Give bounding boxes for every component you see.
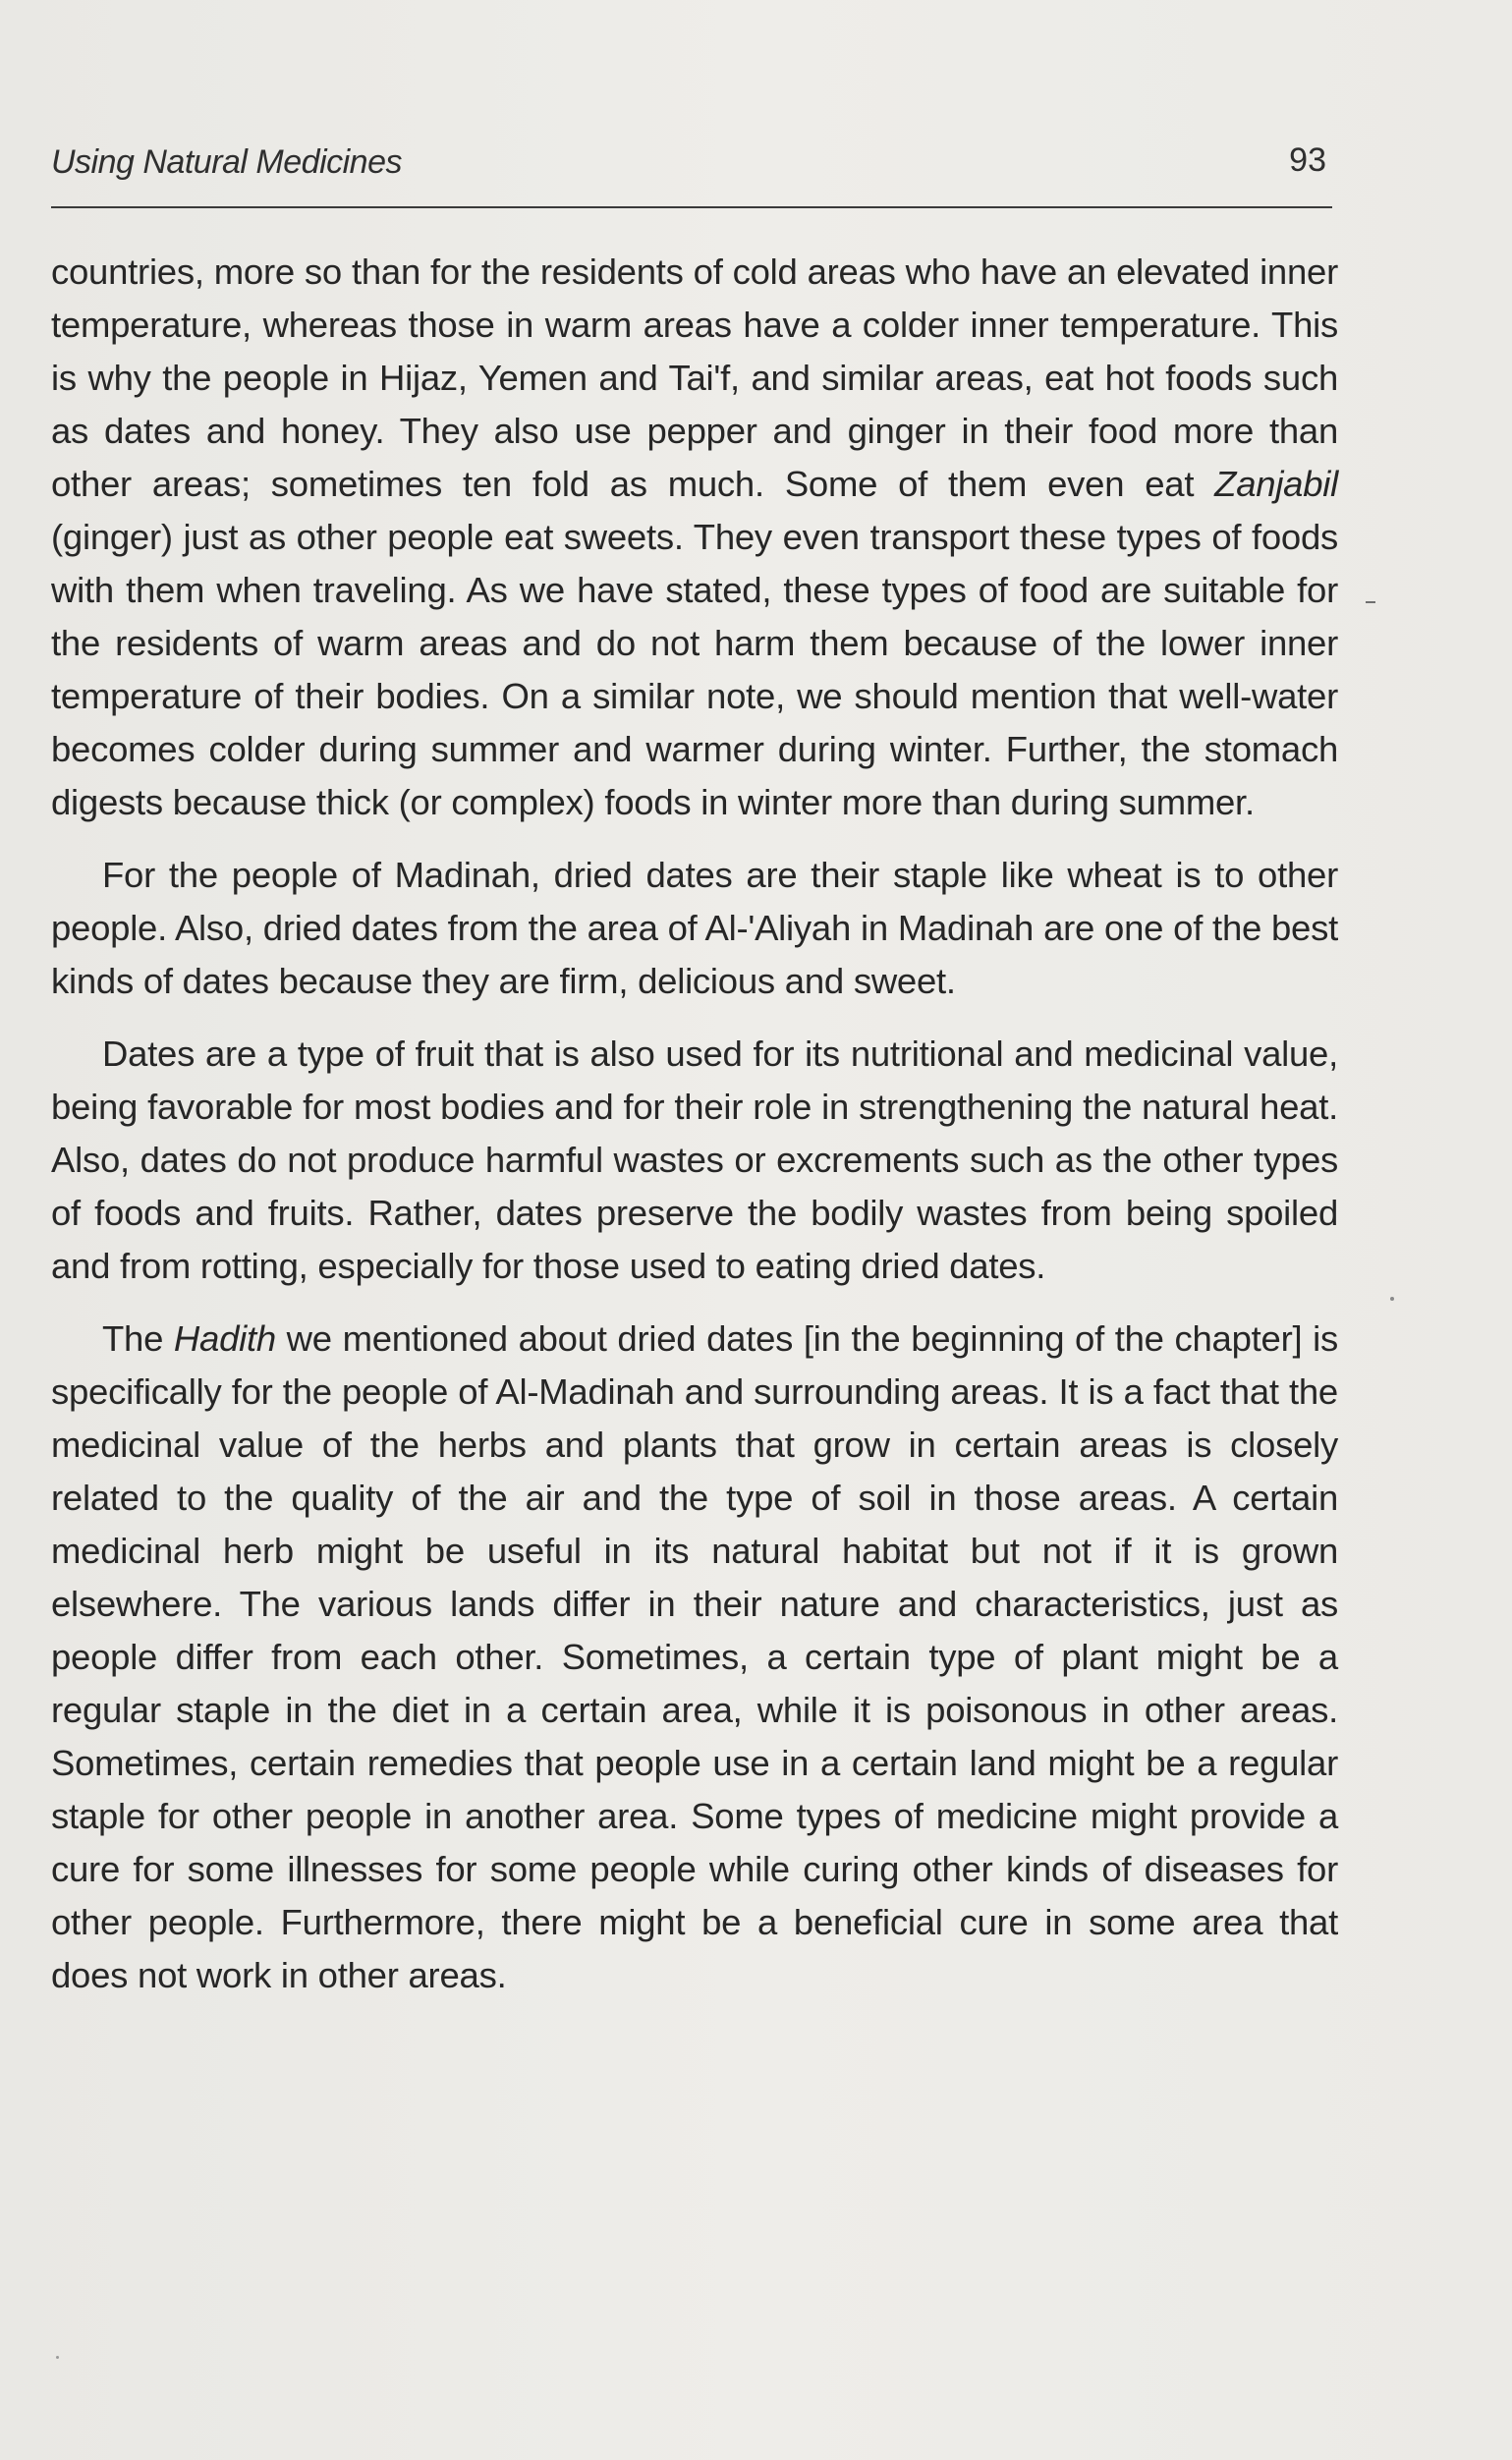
running-title: Using Natural Medicines <box>51 143 402 181</box>
running-head <box>51 136 1332 187</box>
page-number: 93 <box>1289 141 1326 179</box>
p1-after: (ginger) just as other people eat sweets. They even transport these types of foods with them when traveling. As we have stated, these types of food are suitable for the residents of warm areas and do not harm them because of the lower inner temperature of their bodies. On a similar note, we should mention that well-water becomes colder during summer and warmer during winter. Further, the stomach digests because thick (or complex) foods in winter more than during summer. <box>51 517 1338 822</box>
p4-before: The <box>102 1318 174 1359</box>
p1-before: countries, more so than for the residents of cold areas who have an elevated inner temperature, whereas those in warm areas have a colder inner temperature. This is why the people in Hijaz, Yemen and Tai'f, and similar areas, eat hot foods such as dates and honey. They also use pepper and ginger in their food more than other areas; sometimes ten fold as much. Some of them even eat <box>51 252 1338 504</box>
p1-italic-term: Zanjabil <box>1214 464 1338 504</box>
header-rule <box>51 206 1332 208</box>
body-text <box>51 246 1338 2022</box>
margin-speck <box>1390 1297 1394 1301</box>
corner-speck <box>56 2356 59 2359</box>
p4-italic-term: Hadith <box>173 1318 276 1359</box>
paragraph-3: Dates are a type of fruit that is also used for its nutritional and medicinal value, being favorable for most bodies and for their role in strengthening the natural heat. Also, dates do not produce harmful wastes or excrements such as the other types of foods and fruits. Rather, dates preserve the bodily wastes from being spoiled and from rotting, especially for those used to eating dried dates. <box>51 1034 1338 1286</box>
paragraph-1 <box>51 246 1338 829</box>
margin-mark <box>1366 601 1375 603</box>
paragraph-2: For the people of Madinah, dried dates are their staple like wheat is to other people. Also, dried dates from the area of Al-'Aliyah in Madinah are one of the best kinds of dates because they are firm, delicious and sweet. <box>51 855 1338 1001</box>
p4-after: we mentioned about dried dates [in the beginning of the chapter] is specifically for the people of Al-Madinah and surrounding areas. It is a fact that the medicinal value of the herbs and plants that grow in certain areas is closely related to the quality of the air and the type of soil in those areas. A certain medicinal herb might be useful in its natural habitat but not if it is grown elsewhere. The various lands differ in their nature and characteristics, just as people differ from each other. Sometimes, a certain type of plant might be a regular staple in the diet in a certain area, while it is poisonous in other areas. Sometimes, certain remedies that people use in a certain land might be a regular staple for other people in another area. Some types of medicine might provide a cure for some illnesses for some people while curing other kinds of diseases for other people. Furthermore, there might be a beneficial cure in some area that does not work in other areas. <box>51 1318 1338 1995</box>
paragraph-4 <box>51 1313 1338 2002</box>
